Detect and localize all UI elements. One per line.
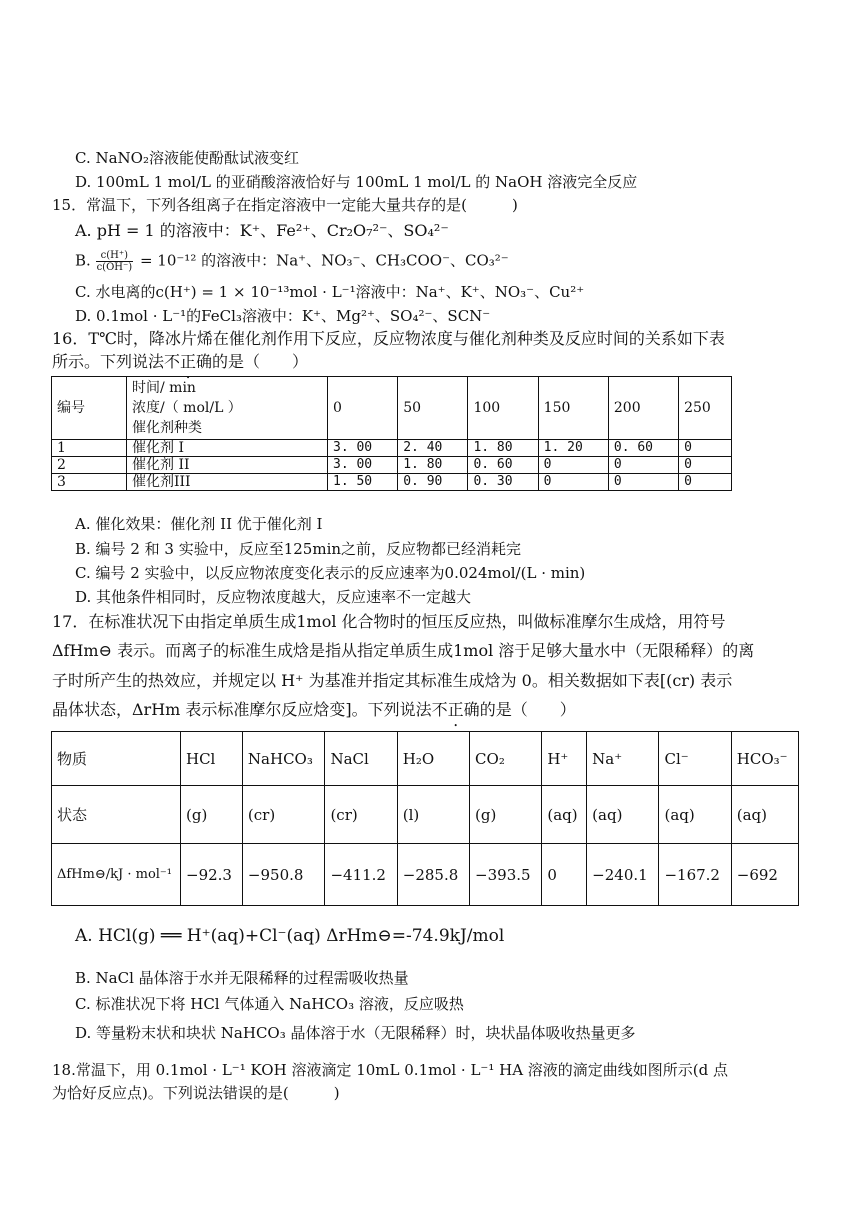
q15-stem: 15．常温下，下列各组离子在指定溶液中一定能大量共存的是( ) — [52, 196, 518, 214]
row-value: 3. 00 — [328, 440, 398, 457]
substance-cell: NaCl — [325, 732, 397, 786]
header-conc-label: 浓度/（ mol/L ） — [132, 400, 242, 416]
q17-option-c: C. 标准状况下将 HCl 气体通入 NaHCO₃ 溶液，反应吸热 — [75, 995, 464, 1013]
q15-option-d: D. 0.1mol · L⁻¹的FeCl₃溶液中：K⁺、Mg²⁺、SO₄²⁻、SCN⁻ — [75, 307, 491, 325]
q17-option-a: A. HCl(g) ══ H⁺(aq)+Cl⁻(aq) ΔrHm⊖=-74.9kJ/mol — [75, 926, 505, 946]
q16-option-d: D. 其他条件相同时，反应物浓度越大，反应速率不一定越大 — [75, 588, 472, 606]
q16-stem-line2 — [52, 352, 308, 372]
substance-cell: H₂O — [397, 732, 469, 786]
enthalpy-cell: −92.3 — [181, 844, 243, 906]
header-diagonal-label — [127, 377, 328, 440]
row-label: ΔfHm⊖/kJ · mol⁻¹ — [52, 844, 181, 906]
enthalpy-cell: −950.8 — [242, 844, 325, 906]
state-cell: (aq) — [659, 786, 731, 844]
row-catalyst: 催化剂 I — [127, 440, 328, 457]
q15-option-a-ions: K⁺、Fe²⁺、Cr₂O₇²⁻、SO₄²⁻ — [239, 221, 449, 240]
header-time-cell: 200 — [608, 377, 678, 440]
substance-cell: NaHCO₃ — [242, 732, 325, 786]
row-value: 0. 60 — [608, 440, 678, 457]
q17-option-d: D. 等量粉末状和块状 NaHCO₃ 晶体溶于水（无限稀释）时，块状晶体吸收热量更多 — [75, 1024, 636, 1042]
row-catalyst: 催化剂III — [127, 474, 328, 491]
enthalpy-cell: −167.2 — [659, 844, 731, 906]
q16-emphasis-dot-text: 不正确 — [164, 352, 213, 371]
q17-stem-line4 — [52, 700, 576, 720]
row-value: 0 — [679, 440, 732, 457]
fraction-denominator: c(OH⁻) — [96, 262, 133, 273]
enthalpy-cell: −393.5 — [470, 844, 542, 906]
q15-option-b-text: = 10⁻¹² 的溶液中：Na⁺、NO₃⁻、CH₃COO⁻、CO₃²⁻ — [139, 251, 509, 270]
enthalpy-cell: −240.1 — [587, 844, 659, 906]
q17-emphasis-dot-text: 不正确 — [431, 700, 480, 719]
q16-option-a: A. 催化效果：催化剂 II 优于催化剂 I — [75, 515, 323, 533]
state-cell: (g) — [181, 786, 243, 844]
substance-row — [52, 732, 799, 786]
substance-cell: HCl — [181, 732, 243, 786]
table-row — [52, 440, 732, 457]
q15-option-a — [75, 221, 449, 241]
q17-stem-text-a: 晶体状态，ΔrHm 表示标准摩尔反应焓变]。下列说法 — [52, 700, 432, 719]
row-value: 1. 20 — [538, 440, 608, 457]
enthalpy-cell: −411.2 — [325, 844, 397, 906]
state-cell: (l) — [397, 786, 469, 844]
row-value: 1. 50 — [328, 474, 398, 491]
q17-stem-text-b: 的是（ ） — [479, 700, 576, 719]
enthalpy-cell: −692 — [731, 844, 798, 906]
row-value: 0 — [608, 474, 678, 491]
q17-stem-line2: ΔfHm⊖ 表示。而离子的标准生成焓是指从指定单质生成1mol 溶于足够大量水中（无限稀释）的离 — [52, 641, 755, 660]
q15-option-a-prefix: A. pH = 1 的溶液中： — [75, 221, 240, 240]
row-value: 0 — [538, 474, 608, 491]
q16-data-table — [51, 376, 732, 491]
enthalpy-cell: 0 — [542, 844, 587, 906]
q16-option-c: C. 编号 2 实验中，以反应物浓度变化表示的反应速率为0.024mol/(L · min) — [75, 564, 586, 582]
row-catalyst: 催化剂 II — [127, 457, 328, 474]
substance-cell: Na⁺ — [587, 732, 659, 786]
row-value: 0 — [679, 474, 732, 491]
q16-option-b: B. 编号 2 和 3 实验中，反应至125min之前，反应物都已经消耗完 — [75, 540, 522, 558]
row-value: 3. 00 — [328, 457, 398, 474]
fraction-numerator: c(H⁺) — [96, 250, 134, 262]
q15-option-b-prefix: B. — [75, 251, 91, 270]
q15-option-b — [75, 250, 509, 273]
substance-cell: H⁺ — [542, 732, 587, 786]
header-time-cell: 150 — [538, 377, 608, 440]
row-label: 状态 — [52, 786, 181, 844]
state-cell: (aq) — [542, 786, 587, 844]
q15-option-c: C. 水电离的c(H⁺) = 1 × 10⁻¹³mol · L⁻¹溶液中：Na⁺、K⁺、NO₃⁻、Cu²⁺ — [75, 283, 585, 301]
q16-stem-text-a: 所示。下列说法 — [52, 352, 165, 371]
q18-stem-line1: 18.常温下，用 0.1mol · L⁻¹ KOH 溶液滴定 10mL 0.1mol · L⁻¹ HA 溶液的滴定曲线如图所示(d 点 — [52, 1061, 729, 1079]
q17-data-table — [51, 731, 799, 906]
state-cell: (cr) — [325, 786, 397, 844]
q14-option-d: D. 100mL 1 mol/L 的亚硝酸溶液恰好与 100mL 1 mol/L 的 NaOH 溶液完全反应 — [75, 173, 638, 191]
q17-stem-line3: 子时所产生的热效应，并规定以 H⁺ 为基准并指定其标准生成焓为 0。相关数据如下表[(cr) 表示 — [52, 671, 733, 690]
header-id-label: 编号 — [52, 377, 127, 440]
header-time-cell: 250 — [679, 377, 732, 440]
row-value: 1. 80 — [398, 457, 468, 474]
state-row — [52, 786, 799, 844]
header-catalyst-label: 催化剂种类 — [132, 420, 202, 436]
row-id: 2 — [52, 457, 127, 474]
row-value: 0 — [538, 457, 608, 474]
row-value: 0. 90 — [398, 474, 468, 491]
q18-stem-line2: 为恰好反应点)。下列说法错误的是( ) — [52, 1084, 340, 1102]
row-value: 1. 80 — [468, 440, 538, 457]
row-value: 0. 60 — [468, 457, 538, 474]
row-value: 0 — [608, 457, 678, 474]
row-value: 0. 30 — [468, 474, 538, 491]
q17-option-b: B. NaCl 晶体溶于水并无限稀释的过程需吸收热量 — [75, 969, 409, 987]
header-time-label: 时间/ min — [132, 380, 196, 396]
q16-stem-line1: 16．T℃时，降冰片烯在催化剂作用下反应，反应物浓度与催化剂种类及反应时间的关系如下表 — [52, 329, 725, 348]
table-header-row — [52, 377, 732, 440]
state-cell: (g) — [470, 786, 542, 844]
row-id: 3 — [52, 474, 127, 491]
state-cell: (cr) — [242, 786, 325, 844]
row-label: 物质 — [52, 732, 181, 786]
substance-cell: Cl⁻ — [659, 732, 731, 786]
state-cell: (aq) — [731, 786, 798, 844]
substance-cell: CO₂ — [470, 732, 542, 786]
table-row — [52, 474, 732, 491]
row-value: 0 — [679, 457, 732, 474]
header-time-cell: 0 — [328, 377, 398, 440]
enthalpy-cell: −285.8 — [397, 844, 469, 906]
substance-cell: HCO₃⁻ — [731, 732, 798, 786]
q17-stem-line1: 17．在标准状况下由指定单质生成1mol 化合物时的恒压反应热，叫做标准摩尔生成焓，用符号 — [52, 612, 726, 631]
state-cell: (aq) — [587, 786, 659, 844]
header-time-cell: 50 — [398, 377, 468, 440]
q14-option-c: C. NaNO₂溶液能使酚酞试液变红 — [75, 149, 299, 167]
row-value: 2. 40 — [398, 440, 468, 457]
header-time-cell: 100 — [468, 377, 538, 440]
q16-stem-text-b: 的是（ ） — [212, 352, 309, 371]
q15-option-b-fraction — [96, 250, 134, 273]
enthalpy-row — [52, 844, 799, 906]
row-id: 1 — [52, 440, 127, 457]
table-row — [52, 457, 732, 474]
